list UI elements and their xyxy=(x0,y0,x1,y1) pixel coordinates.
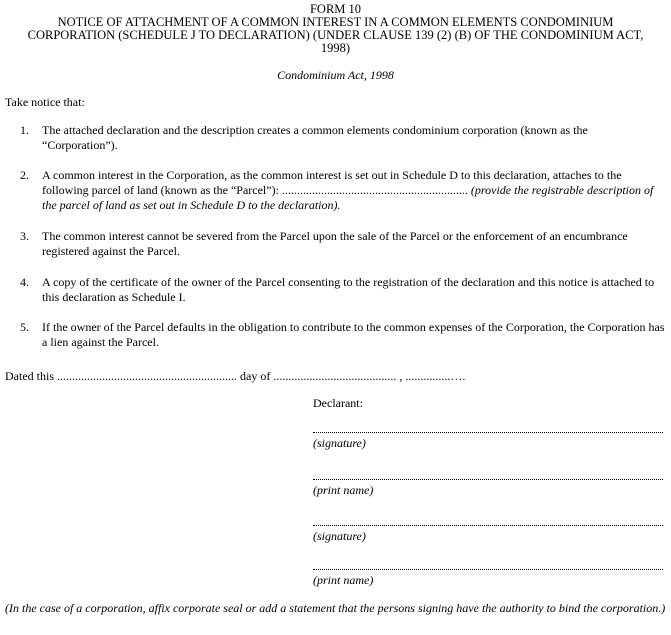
item-number: 2. xyxy=(20,168,29,182)
print-name-label-1: (print name) xyxy=(313,483,374,497)
form-header xyxy=(0,3,671,55)
print-name-line-2[interactable] xyxy=(313,568,663,570)
signature-label-1: (signature) xyxy=(313,436,366,450)
intro-text: Take notice that: xyxy=(5,95,85,109)
signature-line-1[interactable] xyxy=(313,431,663,433)
dated-line: Dated this ............................................................ day of ......................................... , ...............…. xyxy=(5,369,466,383)
declarant-label: Declarant: xyxy=(313,396,363,410)
item-text xyxy=(42,168,666,213)
form-number: FORM 10 xyxy=(309,2,362,16)
item-text: If the owner of the Parcel defaults in the obligation to contribute to the common expenses of the Corporation, the Corporation has a lien against the Parcel. xyxy=(42,320,665,349)
print-name-line-1[interactable] xyxy=(313,478,663,480)
print-name-label-2: (print name) xyxy=(313,573,374,587)
item-text-italic: (provide the registrable description of the parcel of land as set out in Schedule D to the declaration). xyxy=(42,183,654,212)
item-number: 3. xyxy=(20,229,29,243)
form-title-line-3: 1998) xyxy=(320,41,351,55)
item-text: The attached declaration and the description creates a common elements condominium corporation (known as the “Corporation”). xyxy=(42,123,588,152)
item-number: 1. xyxy=(20,123,29,137)
act-subtitle: Condominium Act, 1998 xyxy=(277,68,394,82)
signature-label-2: (signature) xyxy=(313,529,366,543)
item-text-main: A common interest in the Corporation, as the common interest is set out in Schedule D to this declaration, attaches to the following parcel of land (known as the “Parcel”): .............................................................. xyxy=(42,168,622,197)
item-text: The common interest cannot be severed from the Parcel upon the sale of the Parcel or the enforcement of an encumbrance registered against the Parcel. xyxy=(42,229,628,258)
item-number: 5. xyxy=(20,320,29,334)
form-title-line-1: NOTICE OF ATTACHMENT OF A COMMON INTEREST IN A COMMON ELEMENTS CONDOMINIUM xyxy=(57,15,614,29)
footer-note: (In the case of a corporation, affix corporate seal or add a statement that the persons signing have the authority to bind the corporation.) xyxy=(5,601,666,615)
item-text: A copy of the certificate of the owner of the Parcel consenting to the registration of the declaration and this notice is attached to this declaration as Schedule I. xyxy=(42,275,655,304)
form-title-line-2: CORPORATION (SCHEDULE J TO DECLARATION) (UNDER CLAUSE 139 (2) (B) OF THE CONDOMINIUM ACT, xyxy=(27,28,644,42)
item-number: 4. xyxy=(20,275,29,289)
signature-line-2[interactable] xyxy=(313,524,663,526)
